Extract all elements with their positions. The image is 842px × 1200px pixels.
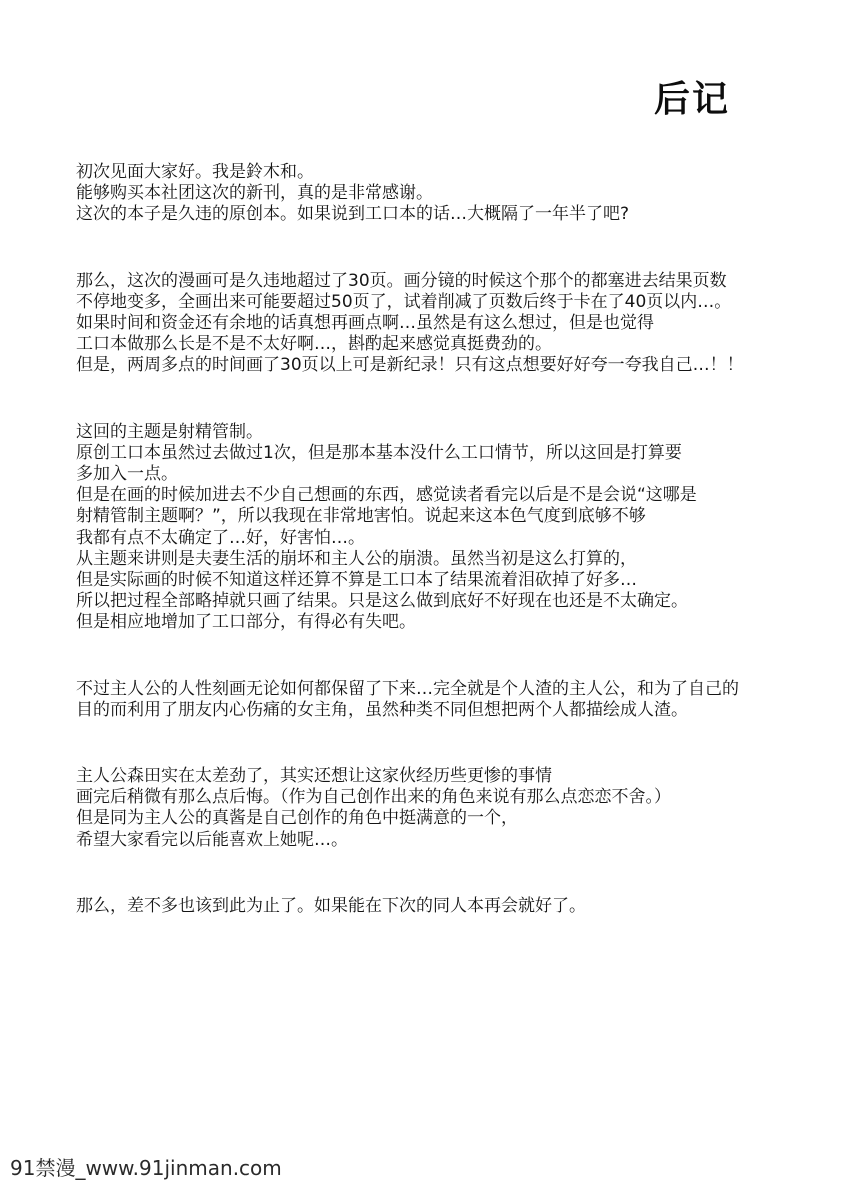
text-line: 但是在画的时候加进去不少自己想画的东西，感觉读者看完以后是不是会说“这哪是 <box>76 485 697 506</box>
text-line: 目的而利用了朋友内心伤痛的女主角，虽然种类不同但想把两个人都描绘成人渣。 <box>76 699 688 720</box>
paragraph-gap <box>76 851 796 896</box>
paragraph-gap <box>76 721 796 766</box>
paragraph <box>76 766 796 851</box>
text-line: 如果时间和资金还有余地的话真想再画点啊…虽然是有这么想过，但是也觉得 <box>76 313 654 334</box>
text-line: 所以把过程全部略掉就只画了结果。只是这么做到底好不好现在也还是不太确定。 <box>76 591 688 612</box>
text-line: 这次的本子是久违的原创本。如果说到工口本的话…大概隔了一年半了吧? <box>76 204 630 225</box>
afterword-body <box>76 162 796 917</box>
text-line: 工口本做那么长是不是不太好啊…，斟酌起来感觉真挺费劲的。 <box>76 334 552 355</box>
text-line: 但是相应地增加了工口部分，有得必有失吧。 <box>76 612 416 633</box>
text-line: 但是实际画的时候不知道这样还算不算是工口本了结果流着泪砍掉了好多… <box>76 570 637 591</box>
paragraph <box>76 162 796 226</box>
text-line: 不停地变多，全画出来可能要超过50页了，试着削减了页数后终于卡在了40页以内…。 <box>76 291 732 312</box>
text-line: 主人公森田实在太差劲了，其实还想让这家伙经历些更惨的事情 <box>76 766 552 787</box>
text-line: 画完后稍微有那么点后悔。（作为自己创作出来的角色来说有那么点恋恋不舍。） <box>76 787 671 808</box>
text-line: 原创工口本虽然过去做过1次，但是那本基本没什么工口情节，所以这回是打算要 <box>76 442 682 463</box>
text-line: 但是，两周多点的时间画了30页以上可是新纪录！只有这点想要好好夸一夸我自己…！！ <box>76 355 744 376</box>
text-line: 多加入一点。 <box>76 464 178 485</box>
paragraph <box>76 679 796 721</box>
text-line: 能够购买本社团这次的新刊，真的是非常感谢。 <box>76 183 433 204</box>
site-watermark: 91禁漫_www.91jinman.com <box>4 1153 288 1183</box>
text-line: 射精管制主题啊？”，所以我现在非常地害怕。说起来这本色气度到底够不够 <box>76 506 646 527</box>
paragraph <box>76 271 796 377</box>
paragraph-gap <box>76 377 796 422</box>
text-line: 但是同为主人公的真酱是自己创作的角色中挺满意的一个， <box>76 808 518 829</box>
text-line: 这回的主题是射精管制。 <box>76 421 263 442</box>
text-line: 我都有点不太确定了…好，好害怕…。 <box>76 527 365 548</box>
text-line: 希望大家看完以后能喜欢上她呢…。 <box>76 829 348 850</box>
text-line: 那么，差不多也该到此为止了。如果能在下次的同人本再会就好了。 <box>76 895 586 916</box>
text-line: 那么，这次的漫画可是久违地超过了30页。画分镜的时候这个那个的都塞进去结果页数 <box>76 270 727 291</box>
paragraph <box>76 896 796 917</box>
text-line: 不过主人公的人性刻画无论如何都保留了下来…完全就是个人渣的主人公，和为了自己的 <box>76 678 739 699</box>
paragraph <box>76 422 796 634</box>
page-title: 后记 <box>654 79 731 120</box>
text-line: 从主题来讲则是夫妻生活的崩坏和主人公的崩溃。虽然当初是这么打算的， <box>76 548 637 569</box>
text-line: 初次见面大家好。我是鈴木和。 <box>76 162 314 182</box>
paragraph-gap <box>76 226 796 271</box>
paragraph-gap <box>76 634 796 679</box>
